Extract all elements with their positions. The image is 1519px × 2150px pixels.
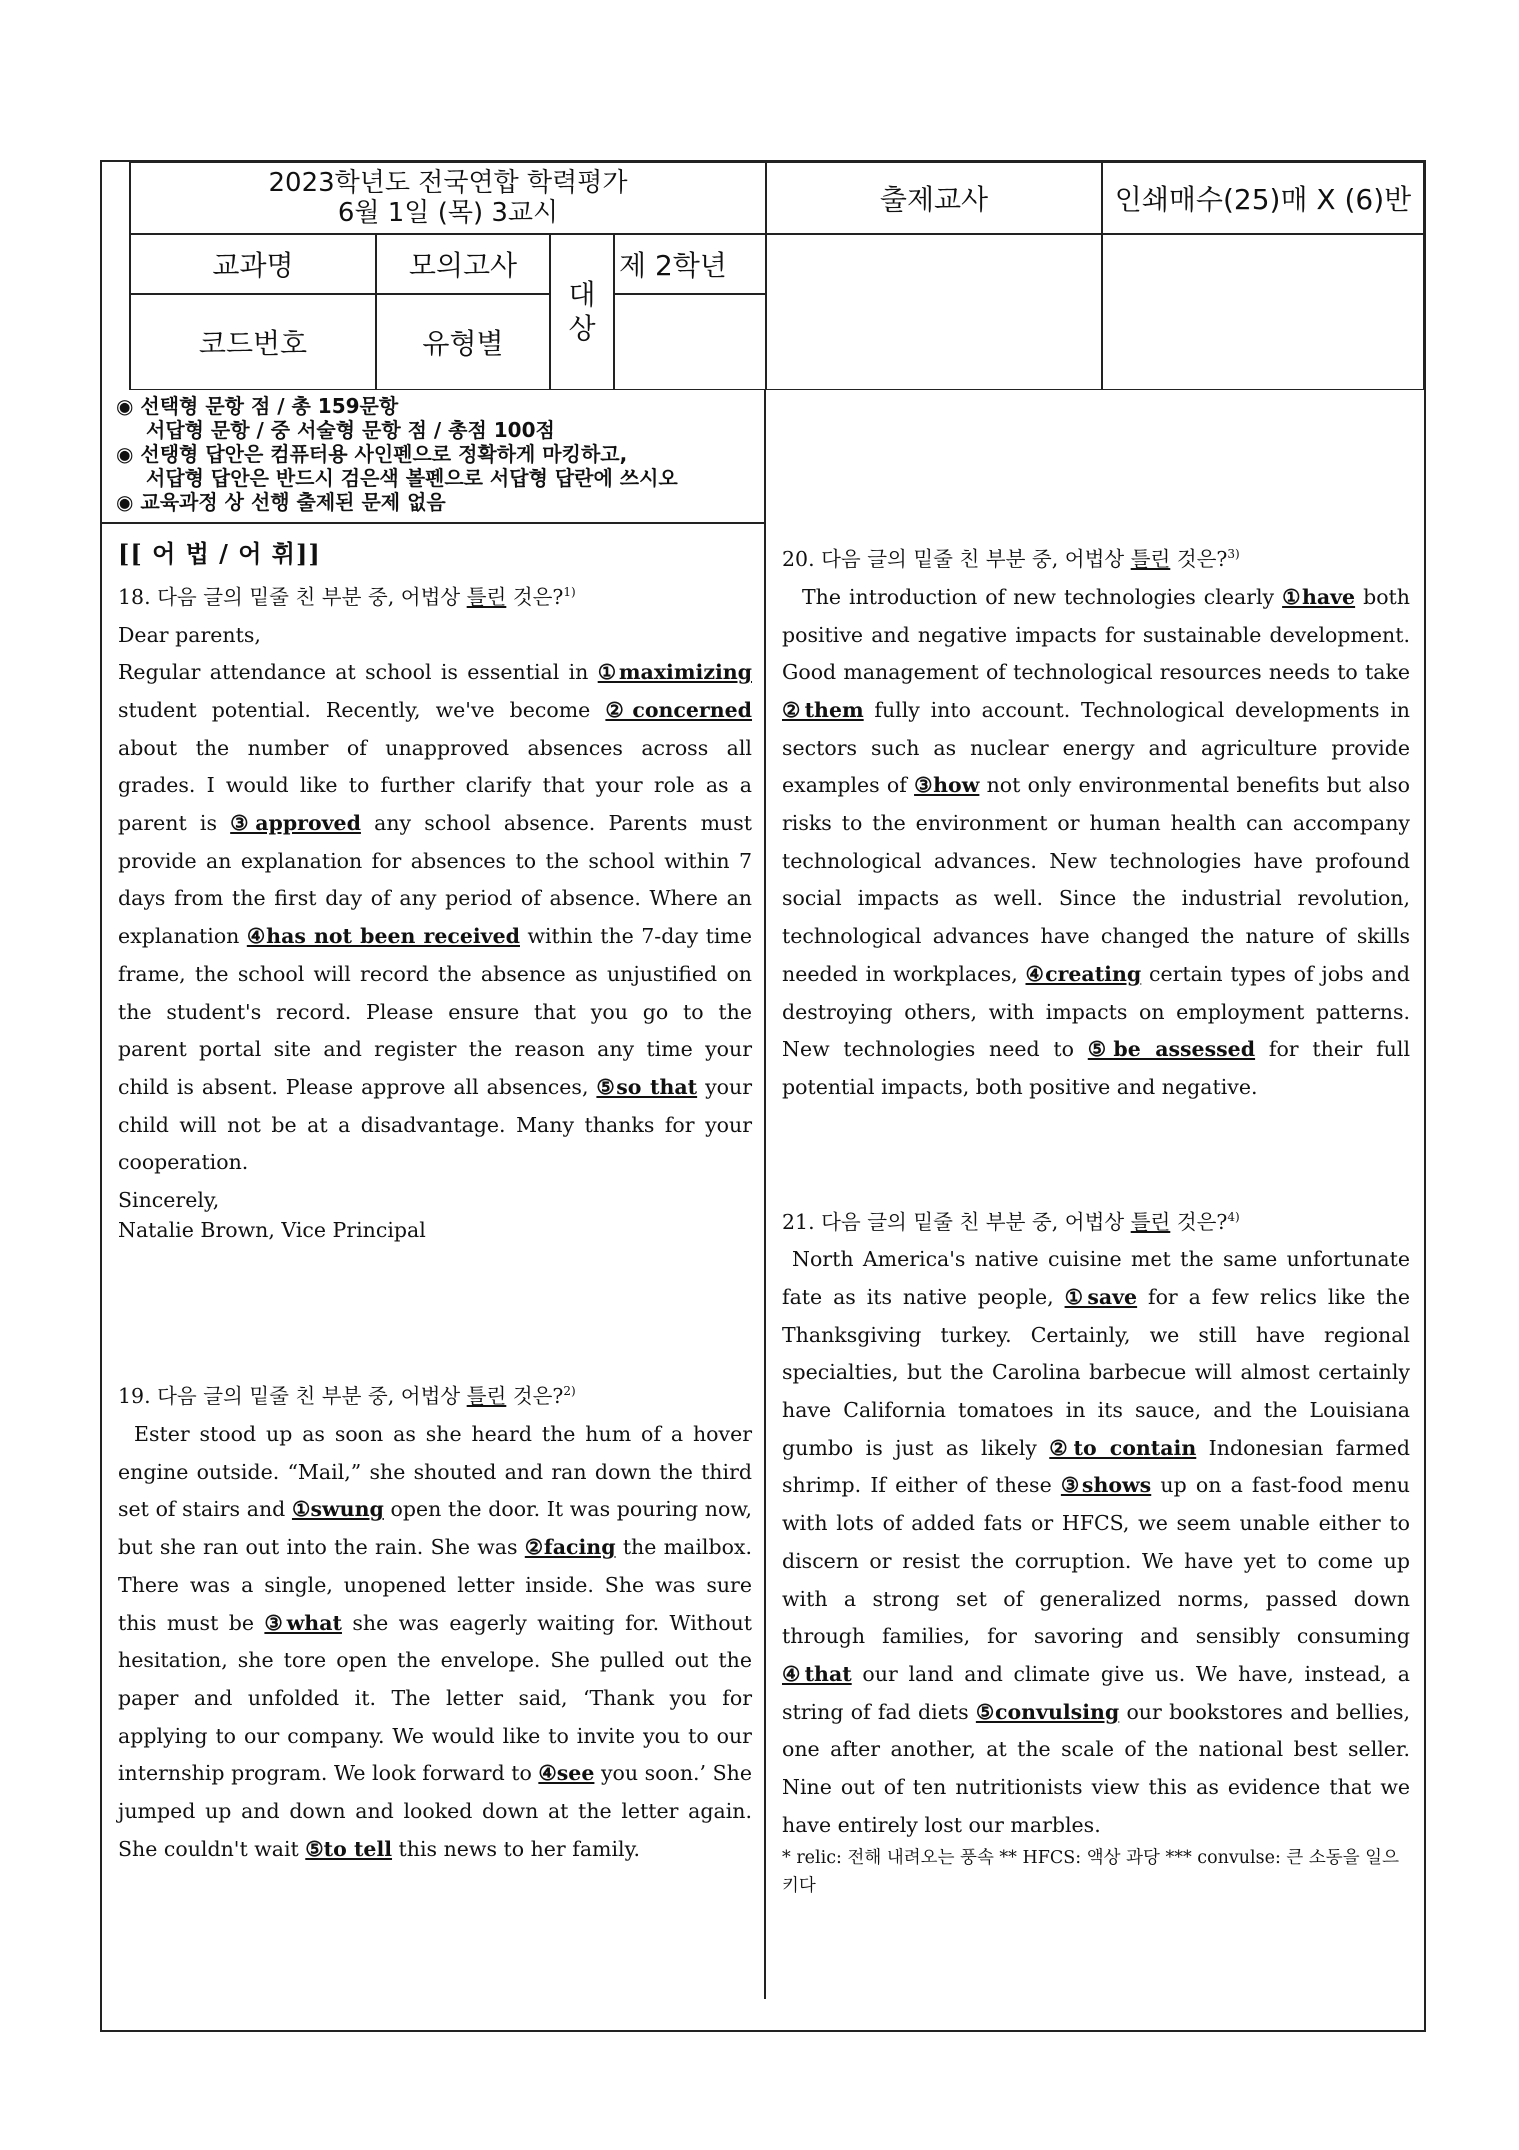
examiner-blank — [766, 234, 1102, 390]
examiner-label: 출제교사 — [766, 162, 1102, 234]
target-label-2: 상 — [568, 312, 596, 345]
q20-option-2: ②them — [782, 697, 864, 722]
code-label: 코드번호 — [130, 294, 376, 390]
q21-option-5: ⑤convulsing — [975, 1699, 1120, 1724]
exam-title — [130, 162, 766, 234]
question-18-header: 18. 다음 글의 밑줄 친 부분 중, 어법상 틀린 것은?$^{1)}$ — [118, 584, 576, 609]
q19-option-5: ⑤to tell — [305, 1836, 393, 1861]
target-label-1: 대 — [568, 278, 596, 311]
q21-glossary-note: * relic: 전해 내려오는 풍속 ** HFCS: 액상 과당 *** convulse: 큰 소동을 일으키다 — [782, 1848, 1399, 1897]
q18-option-3: ③approved — [230, 811, 361, 836]
exam-page — [100, 160, 1426, 2032]
instruction-line: ◉ 선탱형 답안은 컴퓨터용 사인펜으로 정확하게 마킹하고, — [116, 442, 628, 466]
exam-title-line2: 6월 1일 (목) 3교시 — [337, 198, 559, 228]
q20-option-5: ⑤be assessed — [1087, 1037, 1256, 1062]
q20-option-1: ①have — [1282, 584, 1356, 609]
question-21-header: 21. 다음 글의 밑줄 친 부분 중, 어법상 틀린 것은?$^{4)}$ — [782, 1209, 1240, 1234]
print-blank — [1102, 234, 1424, 390]
q19-option-1: ①swung — [291, 1497, 384, 1522]
q19-option-2: ②facing — [524, 1535, 616, 1560]
q18-option-4: ④has not been received — [246, 924, 520, 949]
q19-option-3: ③what — [264, 1610, 342, 1635]
question-21-passage: North America's native cuisine met the same unfortunate fate as its native people, ①save for a few relics like the Thanksgiving turkey. Certainly, we still have regional specialties, but the Carolina barbecue will almost certainly have California tomatoes in its sauce, and the Louisiana gumbo is just as likely ②to contain Indonesian farmed shrimp. If either of these ③shows up on a fast-food menu with lots of added fats or HFCS, we seem unable either to discern or resist the corruption. We have yet to come up with a strong set of generalized norms, passed down through families, for savoring and sensibly consuming ④that our land and climate give us. We have, instead, a string of fad diets ⑤convulsing our bookstores and bellies, one after another, at the scale of the national best seller. Nine out of ten nutritionists view this as evidence that we have entirely lost our marbles. — [782, 1247, 1411, 1837]
q18-closing: Sincerely, — [118, 1188, 220, 1213]
q18-signature: Natalie Brown, Vice Principal — [118, 1217, 426, 1242]
left-column — [102, 524, 766, 1999]
q18-option-2: ②concerned — [605, 697, 753, 722]
q21-option-4: ④that — [782, 1661, 852, 1686]
question-20-header: 20. 다음 글의 밑줄 친 부분 중, 어법상 틀린 것은?$^{3)}$ — [782, 546, 1240, 571]
instruction-line: ◉ 교육과정 상 선행 출제된 문제 없음 — [116, 490, 446, 514]
grade-value: 제 2학년 — [614, 234, 766, 294]
instruction-line: 서답형 문항 / 중 서술형 문항 점 / 총점 100점 — [146, 418, 555, 442]
q18-greeting: Dear parents, — [118, 622, 261, 647]
instructions — [102, 390, 766, 524]
q20-option-3: ③how — [914, 773, 980, 798]
grade-blank — [614, 294, 766, 390]
q20-option-4: ④creating — [1025, 961, 1142, 986]
q21-option-1: ①save — [1064, 1284, 1138, 1309]
instruction-line: 서답형 답안은 반드시 검은색 볼펜으로 서답형 답란에 쓰시오 — [146, 466, 678, 490]
question-19-header: 19. 다음 글의 밑줄 친 부분 중, 어법상 틀린 것은?$^{2)}$ — [118, 1384, 576, 1409]
q19-option-4: ④see — [538, 1761, 595, 1786]
instruction-line: ◉ 선택형 문항 점 / 총 159문항 — [116, 394, 399, 418]
exam-title-line1: 2023학년도 전국연합 학력평가 — [268, 168, 628, 198]
type-label: 유형별 — [376, 294, 550, 390]
q18-option-1: ①maximizing — [597, 660, 752, 685]
q21-option-2: ②to contain — [1049, 1435, 1197, 1460]
q18-option-5: ⑤so that — [596, 1074, 698, 1099]
question-18-passage: Regular attendance at school is essential in ①maximizing student potential. Recently, we've become ②concerned about the number of unapproved absences across all grades. I would like to further clarify that your role as a parent is ③approved any school absence. Parents must provide an explanation for absences to the school within 7 days from the first day of any period of absence. Where an explanation ④has not been received within the 7-day time frame, the school will record the absence as unjustified on the student's record. Please ensure that you go to the parent portal site and register the reason any time your child is absent. Please approve all absences, ⑤so that your child will not be at a disadvantage. Many thanks for your cooperation. — [118, 660, 753, 1175]
section-title: [[ 어 법 / 어 휘]] — [118, 539, 321, 568]
subject-value: 모의고사 — [376, 234, 550, 294]
question-20-passage: The introduction of new technologies clearly ①have both positive and negative impacts for sustainable development. Good management of technological resources needs to take ②them fully into account. Technological developments in sectors such as nuclear energy and agriculture provide examples of ③how not only environmental benefits but also risks to the environment or human health can accompany technological advances. New technologies have profound social impacts as well. Since the industrial revolution, technological advances have changed the nature of skills needed in workplaces, ④creating certain types of jobs and destroying others, with impacts on employment patterns. New technologies need to ⑤be assessed for their full potential impacts, both positive and negative. — [782, 584, 1410, 1099]
header-left-strip — [102, 162, 130, 390]
target-label — [550, 234, 614, 390]
question-19-passage: Ester stood up as soon as she heard the hum of a hover engine outside. “Mail,” she shouted and ran down the third set of stairs and ①swung open the door. It was pouring now, but she ran out into the rain. She was ②facing the mailbox. There was a single, unopened letter inside. She was sure this must be ③what she was eagerly waiting for. Without hesitation, she tore open the envelope. She pulled out the paper and unfolded it. The letter said, ‘Thank you for applying to our company. We would like to invite you to our internship program. We look forward to ④see you soon.’ She jumped up and down and looked down at the letter again. She couldn't wait ⑤to tell this news to her family. — [118, 1422, 753, 1861]
right-column — [766, 524, 1426, 1900]
q21-option-3: ③shows — [1060, 1473, 1152, 1498]
print-info: 인쇄매수(25)매 X (6)반 — [1102, 162, 1424, 234]
header-table — [102, 162, 1424, 390]
subject-label: 교과명 — [130, 234, 376, 294]
